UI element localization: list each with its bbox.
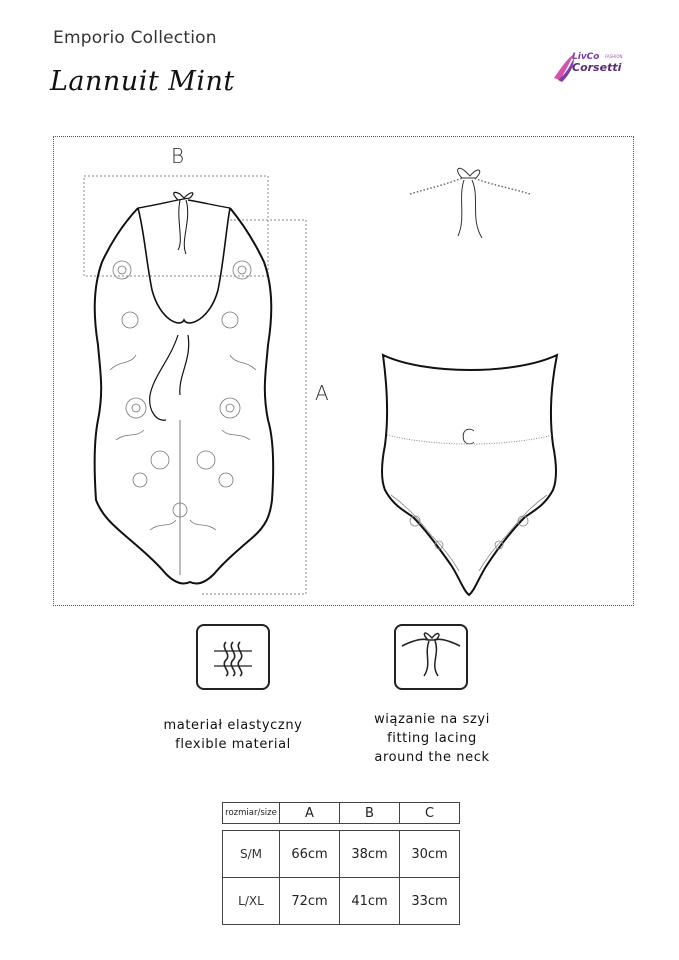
- label-b: B: [171, 144, 185, 168]
- stretch-feature-box: [196, 624, 270, 690]
- feature-caption-stretch: [143, 716, 323, 754]
- value-cell: 72cm: [280, 878, 340, 925]
- table-row: [223, 831, 460, 878]
- size-cell: S/M: [223, 831, 280, 878]
- size-cell: L/XL: [223, 878, 280, 925]
- header-cell: B: [340, 803, 400, 824]
- header-cell: C: [400, 803, 460, 824]
- caption-line: materiał elastyczny: [163, 718, 303, 733]
- caption-line: flexible material: [175, 737, 291, 752]
- size-table: [222, 802, 460, 925]
- garment-front-drawing: [80, 170, 320, 600]
- stretch-waves-icon: [198, 626, 268, 688]
- value-cell: 41cm: [340, 878, 400, 925]
- value-cell: 38cm: [340, 831, 400, 878]
- brand-line-1: LivCo: [572, 52, 600, 62]
- header-cell: A: [280, 803, 340, 824]
- feature-caption-neck: [342, 710, 522, 767]
- label-c: C: [461, 425, 475, 449]
- table-row: [223, 878, 460, 925]
- neck-tie-icon: [396, 626, 466, 688]
- caption-line: around the neck: [374, 750, 490, 765]
- value-cell: 30cm: [400, 831, 460, 878]
- size-table-header: [223, 803, 460, 824]
- caption-line: wiązanie na szyi: [374, 712, 490, 727]
- halter-detail-drawing: [400, 158, 550, 248]
- brand-line-2: Corsetti: [572, 61, 622, 74]
- header-cell: rozmiar/size: [223, 803, 280, 824]
- product-name: Lannuit Mint: [50, 66, 235, 97]
- neck-tie-feature-box: [394, 624, 468, 690]
- collection-title: Emporio Collection: [53, 28, 217, 48]
- caption-line: fitting lacing: [387, 731, 477, 746]
- garment-back-drawing: [375, 345, 565, 605]
- label-a: A: [315, 381, 329, 405]
- value-cell: 66cm: [280, 831, 340, 878]
- value-cell: 33cm: [400, 878, 460, 925]
- brand-line-3: FASHION: [605, 54, 623, 59]
